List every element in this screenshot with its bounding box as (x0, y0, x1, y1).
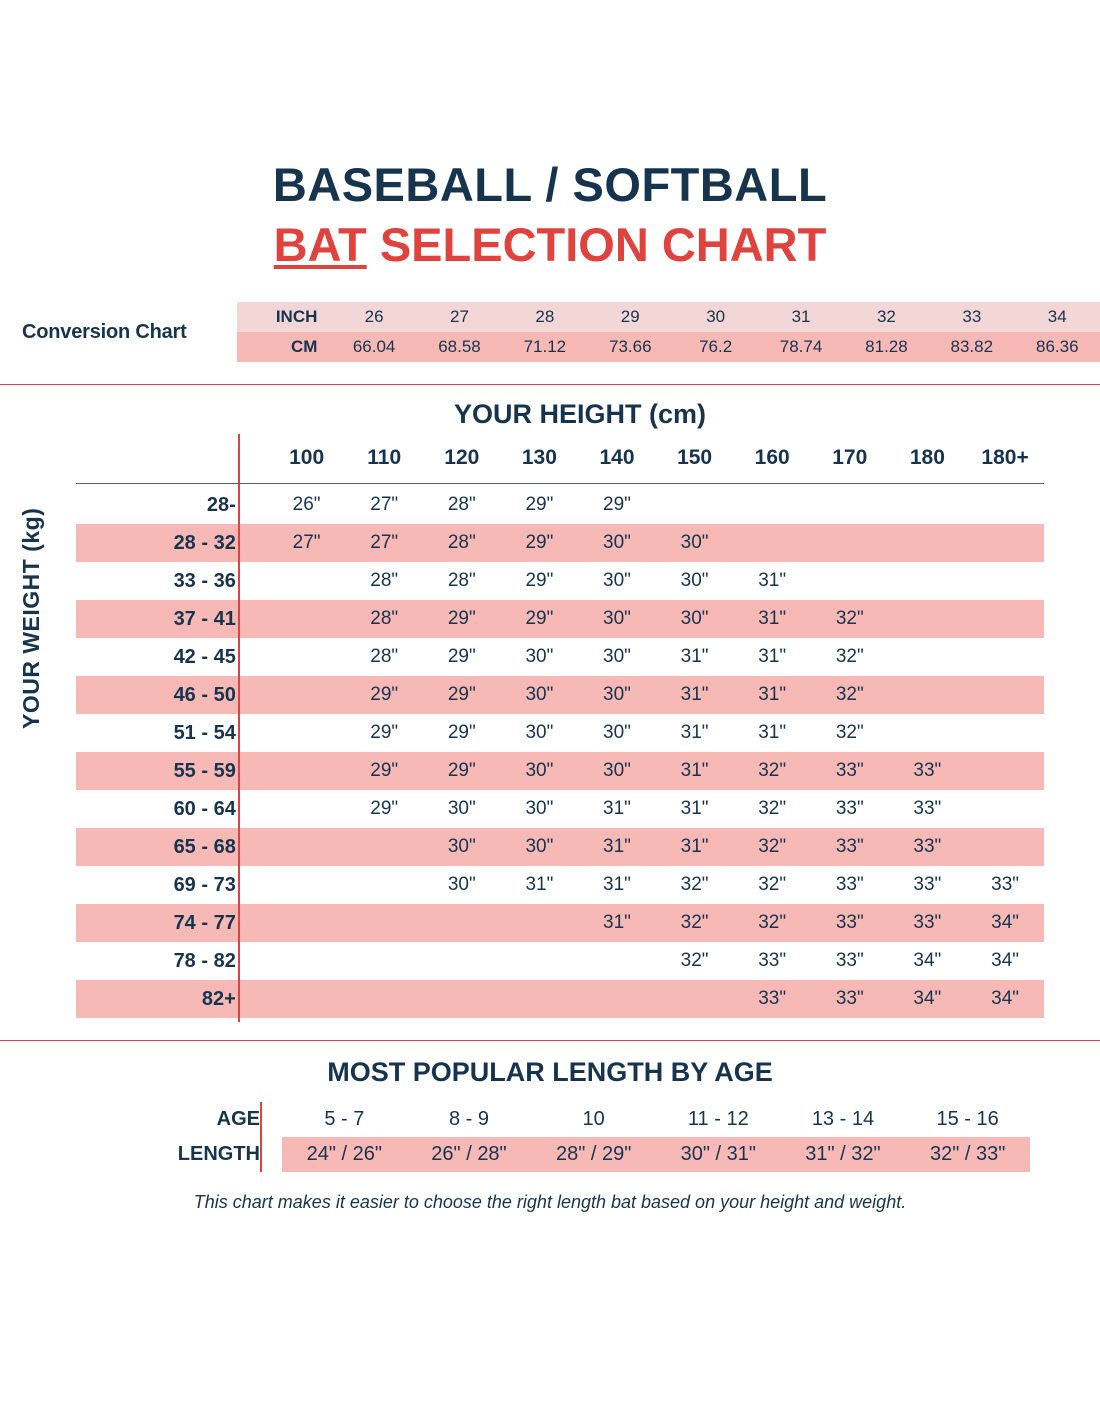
age-cell: 11 - 12 (687, 1108, 749, 1131)
matrix-cell: 32" (656, 904, 734, 942)
height-col-170: 170 (832, 446, 868, 470)
matrix-cell (656, 980, 734, 1018)
matrix-cell: 33" (991, 874, 1020, 896)
matrix-cell (966, 676, 1044, 714)
age-table (70, 1102, 1030, 1172)
matrix-cell (966, 486, 1044, 524)
matrix-cell: 31" (656, 752, 734, 790)
matrix-cell: 30" (656, 600, 734, 638)
matrix-cell (423, 980, 501, 1018)
matrix-cell: 32" (733, 828, 811, 866)
matrix-cell: 29" (345, 676, 423, 714)
matrix-cell: 32" (835, 646, 864, 668)
conversion-inch-cell: 29 (588, 302, 673, 332)
height-col-140: 140 (599, 446, 635, 470)
matrix-cell (578, 942, 656, 980)
length-cell: 26" / 28" (407, 1137, 532, 1172)
age-cell: 10 (582, 1108, 605, 1131)
weight-row-label: 28 - 32 (76, 524, 268, 562)
age-cell: 8 - 9 (448, 1108, 489, 1131)
matrix-cell: 27" (345, 524, 423, 562)
conversion-inch-cell: 31 (758, 302, 843, 332)
matrix-cell: 29" (345, 752, 423, 790)
matrix-cell: 30" (680, 570, 709, 592)
weight-row-label: 82+ (76, 980, 268, 1018)
matrix-cell (501, 980, 579, 1018)
matrix-cell (268, 600, 346, 638)
matrix-cell: 31" (578, 828, 656, 866)
height-weight-matrix (0, 399, 1100, 1018)
matrix-cell: 28" (447, 570, 476, 592)
matrix-cell (345, 904, 423, 942)
matrix-row (76, 866, 1044, 904)
matrix-title: YOUR HEIGHT (cm) (453, 399, 707, 430)
conversion-cm-label: CM (237, 332, 331, 362)
matrix-cell: 29" (525, 494, 554, 516)
matrix-cell (345, 828, 423, 866)
conversion-inch-cell: 26 (331, 302, 416, 332)
conversion-cm-cell: 71.12 (502, 332, 587, 362)
matrix-cell (889, 638, 967, 676)
matrix-cell (345, 942, 423, 980)
matrix-cell (733, 524, 811, 562)
height-col-160: 160 (754, 446, 790, 470)
matrix-cell: 33" (811, 980, 889, 1018)
matrix-cell: 32" (758, 874, 787, 896)
matrix-cell (268, 638, 346, 676)
weight-row-label: 46 - 50 (76, 676, 268, 714)
matrix-cell: 30" (603, 646, 631, 668)
length-cell: 24" / 26" (282, 1137, 407, 1172)
age-row-label: AGE (216, 1108, 260, 1131)
weight-row-label: 33 - 36 (173, 569, 236, 592)
matrix-y-axis-label: YOUR WEIGHT (kg) (18, 508, 44, 730)
matrix-cell: 31" (603, 798, 631, 820)
matrix-cell: 30" (525, 798, 554, 820)
conversion-inch-cell: 28 (502, 302, 587, 332)
weight-row-label: 65 - 68 (76, 828, 268, 866)
matrix-cell: 31" (758, 570, 787, 592)
matrix-cell (268, 676, 346, 714)
matrix-cell: 30" (578, 752, 656, 790)
matrix-cell (656, 486, 734, 524)
matrix-cell: 32" (758, 798, 787, 820)
matrix-cell: 30" (578, 600, 656, 638)
matrix-cell: 29" (370, 722, 399, 744)
matrix-cell (423, 904, 501, 942)
matrix-cell (423, 942, 501, 980)
height-col-100: 100 (289, 446, 325, 470)
matrix-cell: 33" (835, 874, 864, 896)
matrix-cell (501, 904, 579, 942)
length-row (70, 1137, 1030, 1172)
matrix-row (76, 752, 1044, 790)
conversion-cm-cell: 86.36 (1015, 332, 1100, 362)
matrix-cell: 33" (733, 980, 811, 1018)
conversion-cm-cell: 81.28 (844, 332, 929, 362)
title-rest: SELECTION CHART (366, 218, 827, 272)
matrix-cell (889, 486, 967, 524)
matrix-cell: 32" (811, 676, 889, 714)
matrix-row (76, 942, 1044, 980)
matrix-cell: 33" (913, 874, 942, 896)
matrix-cell: 33" (889, 904, 967, 942)
page-title (0, 0, 1100, 272)
matrix-cell: 30" (501, 752, 579, 790)
matrix-cell: 29" (603, 494, 631, 516)
matrix-cell: 30" (447, 798, 476, 820)
matrix-cell: 31" (733, 600, 811, 638)
matrix-cell (889, 676, 967, 714)
title-line-1: BASEBALL / SOFTBALL (272, 158, 828, 211)
matrix-cell: 31" (758, 722, 787, 744)
conversion-chart (0, 302, 1100, 362)
matrix-cell (268, 828, 346, 866)
age-cell: 15 - 16 (936, 1108, 999, 1131)
matrix-cell: 33" (835, 798, 864, 820)
conversion-row-inch (237, 302, 1100, 332)
weight-row-label: 60 - 64 (173, 797, 236, 820)
matrix-cell: 33" (811, 752, 889, 790)
matrix-cell: 30" (603, 570, 631, 592)
weight-row-label: 74 - 77 (76, 904, 268, 942)
weight-row-label: 69 - 73 (173, 873, 236, 896)
length-row-label: LENGTH (177, 1143, 260, 1166)
matrix-cell (966, 600, 1044, 638)
matrix-cell (578, 980, 656, 1018)
matrix-row (76, 676, 1044, 714)
weight-row-label: 28- (206, 493, 236, 516)
age-row (70, 1102, 1030, 1137)
matrix-cell (966, 714, 1044, 752)
matrix-cell: 29" (370, 798, 399, 820)
matrix-cell: 30" (501, 828, 579, 866)
matrix-cell: 30" (447, 874, 476, 896)
height-col-130: 130 (521, 446, 557, 470)
matrix-cell: 32" (680, 874, 709, 896)
weight-row-label: 42 - 45 (173, 645, 236, 668)
matrix-cell (889, 600, 967, 638)
matrix-cell: 32" (733, 904, 811, 942)
matrix-cell: 31" (758, 646, 787, 668)
conversion-inch-cell: 27 (417, 302, 502, 332)
matrix-cell (889, 714, 967, 752)
conversion-inch-label: INCH (237, 302, 331, 332)
height-col-180: 180 (909, 446, 945, 470)
title-bat-word: BAT (273, 218, 367, 272)
matrix-cell: 26" (292, 494, 321, 516)
matrix-cell: 31" (680, 722, 709, 744)
age-section-title: MOST POPULAR LENGTH BY AGE (327, 1057, 773, 1088)
matrix-row (76, 486, 1044, 524)
matrix-cell: 30" (501, 676, 579, 714)
matrix-cell: 28" (370, 646, 399, 668)
matrix-row (76, 600, 1044, 638)
matrix-cell: 29" (447, 722, 476, 744)
matrix-cell: 33" (758, 950, 787, 972)
matrix-cell (966, 752, 1044, 790)
matrix-cell (889, 524, 967, 562)
conversion-table (237, 302, 1100, 362)
matrix-cell: 28" (345, 600, 423, 638)
weight-row-label: 78 - 82 (173, 949, 236, 972)
matrix-cell (966, 638, 1044, 676)
age-vertical-rule (260, 1102, 262, 1172)
height-col-110: 110 (367, 446, 402, 470)
matrix-cell (268, 752, 346, 790)
footnote: This chart makes it easier to choose the right length bat based on your height and weight. (193, 1192, 907, 1213)
matrix-cell: 32" (811, 600, 889, 638)
conversion-inch-cell: 34 (1015, 302, 1100, 332)
popular-length-by-age (0, 1057, 1100, 1213)
conversion-chart-label: Conversion Chart (22, 320, 187, 343)
matrix-row (76, 524, 1044, 562)
matrix-cell: 31" (680, 798, 709, 820)
length-cell: 31" / 32" (781, 1137, 906, 1172)
matrix-cell: 33" (889, 752, 967, 790)
matrix-cell: 31" (656, 828, 734, 866)
weight-row-label: 37 - 41 (76, 600, 268, 638)
matrix-cell (811, 486, 889, 524)
matrix-cell: 29" (501, 524, 579, 562)
title-line-2 (0, 218, 1100, 272)
matrix-cell (345, 980, 423, 1018)
conversion-cm-cell: 66.04 (331, 332, 416, 362)
matrix-cell: 29" (423, 752, 501, 790)
matrix-cell: 29" (447, 646, 476, 668)
matrix-cell: 30" (578, 676, 656, 714)
matrix-cell (966, 524, 1044, 562)
weight-row-label: 55 - 59 (76, 752, 268, 790)
conversion-cm-cell: 68.58 (417, 332, 502, 362)
matrix-cell: 29" (423, 600, 501, 638)
matrix-cell (966, 562, 1044, 600)
conversion-cm-cell: 78.74 (758, 332, 843, 362)
matrix-cell: 30" (525, 722, 554, 744)
matrix-cell (268, 980, 346, 1018)
conversion-inch-cell: 32 (844, 302, 929, 332)
matrix-table (76, 440, 1044, 1018)
matrix-cell: 30" (525, 646, 554, 668)
matrix-cell (268, 904, 346, 942)
conversion-inch-cell: 30 (673, 302, 758, 332)
matrix-cell: 31" (603, 874, 631, 896)
matrix-cell: 34" (966, 904, 1044, 942)
matrix-cell: 34" (991, 950, 1020, 972)
matrix-cell (811, 524, 889, 562)
matrix-row (76, 714, 1044, 752)
matrix-cell: 31" (733, 676, 811, 714)
matrix-cell: 33" (811, 828, 889, 866)
matrix-cell (268, 562, 346, 600)
matrix-row (76, 904, 1044, 942)
matrix-cell: 32" (835, 722, 864, 744)
matrix-vertical-rule (238, 434, 240, 1022)
matrix-cell: 33" (835, 950, 864, 972)
conversion-cm-cell: 73.66 (588, 332, 673, 362)
age-cell: 5 - 7 (324, 1108, 365, 1131)
matrix-row (76, 828, 1044, 866)
matrix-cell: 28" (447, 494, 476, 516)
matrix-cell: 31" (680, 646, 709, 668)
age-cell: 13 - 14 (811, 1108, 875, 1131)
length-cell: 28" / 29" (531, 1137, 656, 1172)
matrix-cell: 30" (423, 828, 501, 866)
conversion-cm-cell: 83.82 (929, 332, 1014, 362)
divider-bottom (0, 1040, 1100, 1041)
weight-row-label: 51 - 54 (173, 721, 236, 744)
matrix-row (76, 790, 1044, 828)
matrix-cell (345, 866, 423, 904)
matrix-cell: 30" (578, 524, 656, 562)
conversion-row-cm (237, 332, 1100, 362)
matrix-row (76, 980, 1044, 1018)
matrix-row (76, 562, 1044, 600)
height-col-120: 120 (444, 446, 480, 470)
matrix-cell: 29" (525, 570, 554, 592)
length-cell: 32" / 33" (905, 1137, 1030, 1172)
matrix-cell: 33" (913, 798, 942, 820)
matrix-cell: 27" (268, 524, 346, 562)
matrix-cell: 32" (733, 752, 811, 790)
matrix-cell (966, 790, 1044, 828)
matrix-cell (811, 562, 889, 600)
height-col-180plus: 180+ (981, 446, 1029, 470)
matrix-cell: 34" (889, 980, 967, 1018)
matrix-cell: 31" (656, 676, 734, 714)
matrix-header-row (76, 440, 1044, 486)
matrix-cell: 28" (423, 524, 501, 562)
matrix-cell (966, 828, 1044, 866)
matrix-cell: 34" (966, 980, 1044, 1018)
matrix-cell: 32" (680, 950, 709, 972)
conversion-inch-cell: 33 (929, 302, 1014, 332)
matrix-cell: 31" (525, 874, 554, 896)
matrix-cell: 28" (370, 570, 399, 592)
matrix-cell: 30" (656, 524, 734, 562)
height-col-150: 150 (677, 446, 713, 470)
matrix-cell: 33" (889, 828, 967, 866)
matrix-horizontal-rule (76, 483, 1044, 484)
matrix-cell: 34" (913, 950, 942, 972)
matrix-cell: 33" (811, 904, 889, 942)
matrix-row (76, 638, 1044, 676)
matrix-cell: 31" (578, 904, 656, 942)
matrix-cell (268, 790, 346, 828)
matrix-cell (733, 486, 811, 524)
conversion-cm-cell: 76.2 (673, 332, 758, 362)
matrix-cell: 29" (501, 600, 579, 638)
length-cell: 30" / 31" (656, 1137, 781, 1172)
matrix-cell: 29" (423, 676, 501, 714)
divider-top (0, 384, 1100, 385)
matrix-cell (268, 942, 346, 980)
matrix-cell (268, 714, 346, 752)
matrix-cell: 27" (370, 494, 399, 516)
matrix-cell (889, 562, 967, 600)
matrix-cell (501, 942, 579, 980)
matrix-cell (268, 866, 346, 904)
matrix-cell: 30" (603, 722, 631, 744)
